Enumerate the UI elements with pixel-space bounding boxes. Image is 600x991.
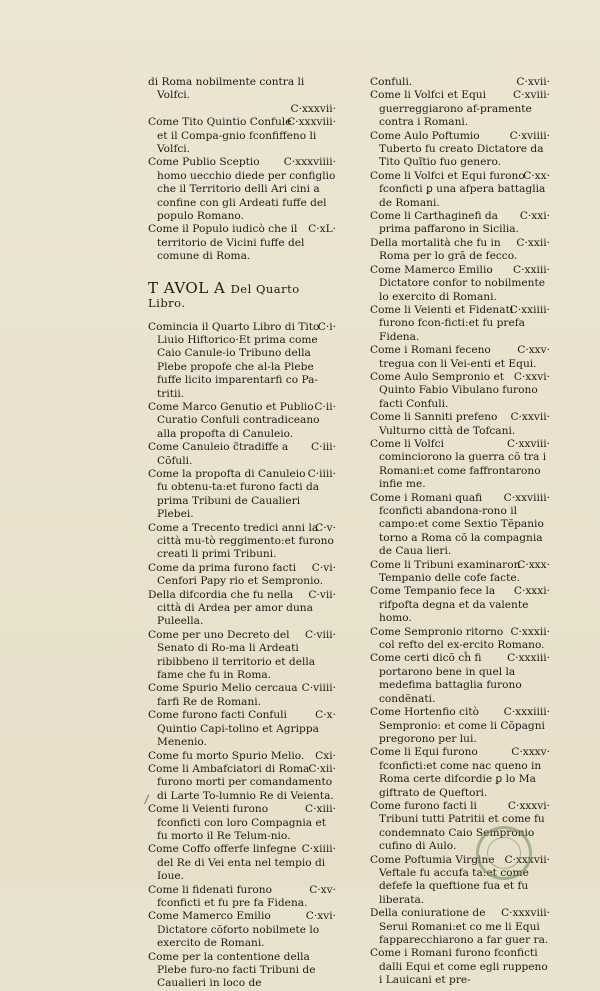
chapter-number: C·xxx· <box>517 558 550 571</box>
chapter-number: C·xxvi· <box>513 370 550 383</box>
index-entry <box>148 589 336 629</box>
left-column <box>148 76 336 991</box>
chapter-number: C·v· <box>315 521 336 534</box>
entry-text: Come Tempanio fece la rifpofta degna et da valente homo. <box>370 585 529 625</box>
entry-text: Come furono facti Confuli Quintio Capi-tolino et Agrippa Menenio. <box>148 709 319 749</box>
index-entry <box>148 562 336 589</box>
index-entry <box>148 441 336 468</box>
index-entry <box>370 746 550 800</box>
index-entry <box>148 682 336 709</box>
index-entry <box>370 76 550 89</box>
entry-text: Come li Volfci et Equi guerreggiarono af-pramente contra i Romani. <box>370 89 532 129</box>
index-entry <box>148 223 336 263</box>
entry-text: Come Mamerco Emilio Dictatore confor to nobilmente lo exercito di Romani. <box>370 263 546 303</box>
chapter-number: C·xx· <box>523 169 550 182</box>
entry-text: Come per uno Decreto del Senato di Ro-ma li Ardeati ribibbeno il territorio et della fame che fu in Roma. <box>148 628 316 682</box>
entry-text: Come Spurio Melio cercaua farfi Re de Romani. <box>148 682 298 708</box>
chapter-number: C·vii· <box>308 588 336 601</box>
index-entry <box>370 947 550 987</box>
entry-text: Come li Volfci cominciorono la guerra cõ tra i Romani:et come faffrontarono infie me. <box>370 437 547 491</box>
entry-text: Come li Carthaginefi da prima paffarono in Sicilia. <box>370 210 519 236</box>
index-entry <box>148 468 336 522</box>
chapter-number: C·xxxiii· <box>507 652 550 665</box>
index-entry <box>370 559 550 586</box>
chapter-number: C·xvi· <box>305 910 336 923</box>
entry-text: Come Canuleio c̃tradiffe a Cõfuli. <box>148 441 289 467</box>
entry-text: Come li Volfci et Equi furono fconficti ꝑ una afpera battaglia de Romani. <box>370 169 546 209</box>
chapter-number: C·i· <box>317 320 336 333</box>
chapter-number: C·iiii· <box>307 467 336 480</box>
index-entry <box>370 89 550 129</box>
chapter-number: C·xxxii· <box>510 625 550 638</box>
chapter-number: C·xxxv· <box>511 746 550 759</box>
index-entry <box>148 803 336 843</box>
index-entry <box>148 910 336 950</box>
index-entry <box>370 652 550 706</box>
entry-text: Come li Veienti et Fidenati furono fcon-ficti:et fu prefa Fidena. <box>370 303 525 343</box>
entry-text: Come li fidenati furono fconficti et fu pre fa Fidena. <box>148 883 308 909</box>
index-entry <box>148 750 336 763</box>
entry-text: Come Marco Genutio et Publio Curatio Confuli contradiceano alla propofta di Canuleio. <box>148 400 320 440</box>
chapter-number: C·viii· <box>305 628 336 641</box>
entry-text: C·xxxvii· <box>290 102 336 115</box>
chapter-number: C·xxxiiii· <box>503 706 550 719</box>
entry-text: Della difcordia che fu nella città di Ardea per amor duna Puleella. <box>148 588 313 628</box>
entry-text: Come li Ambafciatori di Roma furono morti per comandamento di Larte To-lumnio Re di Veienta. <box>148 762 334 802</box>
entry-text: Come Mamerco Emilio Dictatore cõforto nobilmete lo exercito de Romani. <box>148 910 320 950</box>
index-entry <box>148 843 336 883</box>
chapter-number: C·xv· <box>309 883 336 896</box>
chapter-number: C·xviiii· <box>509 129 550 142</box>
entry-text: Come Publio Sceptio homo uecchio diede per configlio che il Territorio delli Ari cini a confine con gli Ardeati fuffe del populo Romano. <box>148 156 336 223</box>
index-entry <box>370 411 550 438</box>
chapter-number: C·ii· <box>314 400 336 413</box>
entry-text: Come Sempronio ritorno col refto del ex-ercito Romano. <box>370 625 545 652</box>
index-entry <box>148 709 336 749</box>
chapter-number: C·xxxviii· <box>287 116 336 129</box>
entry-text: Come i Romani feceno tregua con li Vei-enti et Equi. <box>370 344 537 370</box>
entry-text: Come Aulo Poftumio Tuberto fu creato Dictatore da Tito Quĩtio fuo genero. <box>370 129 544 169</box>
chapter-number: C·xxxi· <box>513 585 550 598</box>
entry-text: Come Coffo offerfe linfegne del Re di Vei enta nel tempio di Ioue. <box>148 843 326 883</box>
entry-text: Della mortalità che fu in Roma per lo grã de fecco. <box>370 236 518 263</box>
chapter-number: C·viiii· <box>301 682 336 695</box>
chapter-number: C·xxiiii· <box>509 303 550 316</box>
entry-text: Come Tito Quintio Confule et il Compa-gnio fconfiffeno li Volfci. <box>148 116 317 156</box>
chapter-number: C·vi· <box>311 561 336 574</box>
chapter-number: C·xiiii· <box>301 843 336 856</box>
entry-text: Come li Veienti furono fconficti con loro Compagnia et fu morto il Re Telum-nio. <box>148 803 326 842</box>
chapter-number: C·xL· <box>308 223 336 236</box>
entry-text: Come Poftumia Virgine Veftale fu accufa ta:et come defefe la queftione fua et fu liberata. <box>370 853 529 906</box>
chapter-number: C·xiii· <box>305 803 336 816</box>
index-entry <box>148 321 336 401</box>
entry-text: Come certi dicõ cĥ fi portarono bene in quel la medefima battaglia furono condẽnati. <box>370 652 522 705</box>
chapter-number: C·xxvii· <box>510 411 550 424</box>
entry-text: Come li Equi furono fconficti:et come nac queno in Roma certe difcordie ꝑ lo Ma giftrato de Queftori. <box>370 746 542 799</box>
entry-text: Come Aulo Sempronio et Quinto Fabio Vibulano furono facti Confuli. <box>370 370 538 410</box>
entry-text: Come i Romani furono fconficti dalli Equi et come egli ruppeno i Lauicani et pre- <box>370 947 548 987</box>
chapter-number: C·xxxvii· <box>504 853 550 866</box>
index-entry <box>148 116 336 156</box>
entry-text: Come il Populo iudicò che il territorio de Vicini fuffe del comune di Roma. <box>148 223 305 263</box>
chapter-number: C·iii· <box>310 441 336 454</box>
index-entry <box>370 170 550 210</box>
index-entry <box>148 629 336 683</box>
entry-text: Come li Sanniti prefeno Vulturno città de Tofcani. <box>370 411 516 437</box>
entry-text: Come fu morto Spurio Melio. <box>148 749 305 762</box>
index-entry <box>370 907 550 947</box>
chapter-number: C·xxxviiii· <box>283 156 336 169</box>
index-entry <box>370 706 550 746</box>
entry-text: Confuli. <box>370 76 413 88</box>
index-entry <box>370 304 550 344</box>
chapter-number: Cxi· <box>315 749 336 762</box>
entry-text: Comincia il Quarto Libro di Tito Liuio Hiftorico·Et prima come Caio Canule-io Tribuno della Plebe propofe che al-la Plebe fuffe licito imparentarfi co Pa-tritii. <box>148 320 320 400</box>
index-entry <box>370 371 550 411</box>
index-entry <box>370 626 550 653</box>
index-entry <box>148 76 336 103</box>
chapter-number: C·xvii· <box>516 76 550 88</box>
index-entry <box>370 210 550 237</box>
index-entry <box>370 344 550 371</box>
entry-text: Come Hortenfio citò Sempronio: et come li Cõpagni pregorono per lui. <box>370 706 545 745</box>
chapter-number: C·x· <box>315 709 336 722</box>
chapter-number: C·xxviiii· <box>503 491 550 504</box>
index-entry <box>148 951 336 991</box>
entry-text: Come da prima furono facti Cenfori Papy rio et Sempronio. <box>148 561 324 588</box>
chapter-number: C·xxviii· <box>507 437 550 450</box>
index-entry <box>148 763 336 803</box>
chapter-number: C·xxiii· <box>513 263 550 276</box>
index-entry <box>370 585 550 625</box>
chapter-number: C·xxxviii· <box>501 907 550 920</box>
index-entry <box>148 522 336 562</box>
entry-text: Come li Tribuni examinaron Tempanio delle cofe facte. <box>370 558 521 585</box>
entry-text: Della coniuratione de Serui Romani:et co me li Equi fapparecchiarono a far guer ra. <box>370 907 549 946</box>
entry-text: Come per la contentione della Plebe furo-no facti Tribuni de Caualieri in loco de <box>148 950 316 990</box>
index-entry <box>370 492 550 559</box>
chapter-number: C·xviii· <box>513 89 550 102</box>
index-entry <box>370 264 550 304</box>
index-entry <box>148 401 336 441</box>
left-top-entries <box>148 76 336 264</box>
entry-text: Come la propofta di Canuleio fu obtenu-ta:et furono facti da prima Tribuni de Caualieri Plebei. <box>148 467 320 521</box>
index-entry <box>148 156 336 223</box>
index-entry <box>370 438 550 492</box>
index-entry <box>370 237 550 264</box>
library-stamp-seal <box>476 826 532 880</box>
entry-text: Come furono facti li Tribuni tutti Patritii et come fu condemnato Caio Sempronio cufino di Aulo. <box>370 799 545 853</box>
book-index-heading <box>148 278 336 311</box>
heading-title: T AVOL A <box>148 278 226 297</box>
index-entry <box>148 103 336 116</box>
index-entry <box>370 130 550 170</box>
entry-text: Come i Romani quafi fconficti abandona-rono il campo:et come Sextio Tẽpanio torno a Roma cõ la compagnia de Caua lieri. <box>370 491 544 558</box>
heading-subtitle: Del Quarto Libro. <box>148 281 300 311</box>
chapter-number: C·xxxvi· <box>507 799 550 812</box>
left-index-entries <box>148 321 336 991</box>
chapter-number: C·xii· <box>308 762 336 775</box>
chapter-number: C·xxi· <box>519 210 550 223</box>
entry-text: Come a Trecento tredici anni la città mu-tò reggimento:et furono creati li primi Tribuni. <box>148 521 334 561</box>
entry-text: di Roma nobilmente contra li Volfci. <box>148 76 305 102</box>
chapter-number: C·xxii· <box>516 236 550 249</box>
chapter-number: C·xxv· <box>517 344 550 357</box>
